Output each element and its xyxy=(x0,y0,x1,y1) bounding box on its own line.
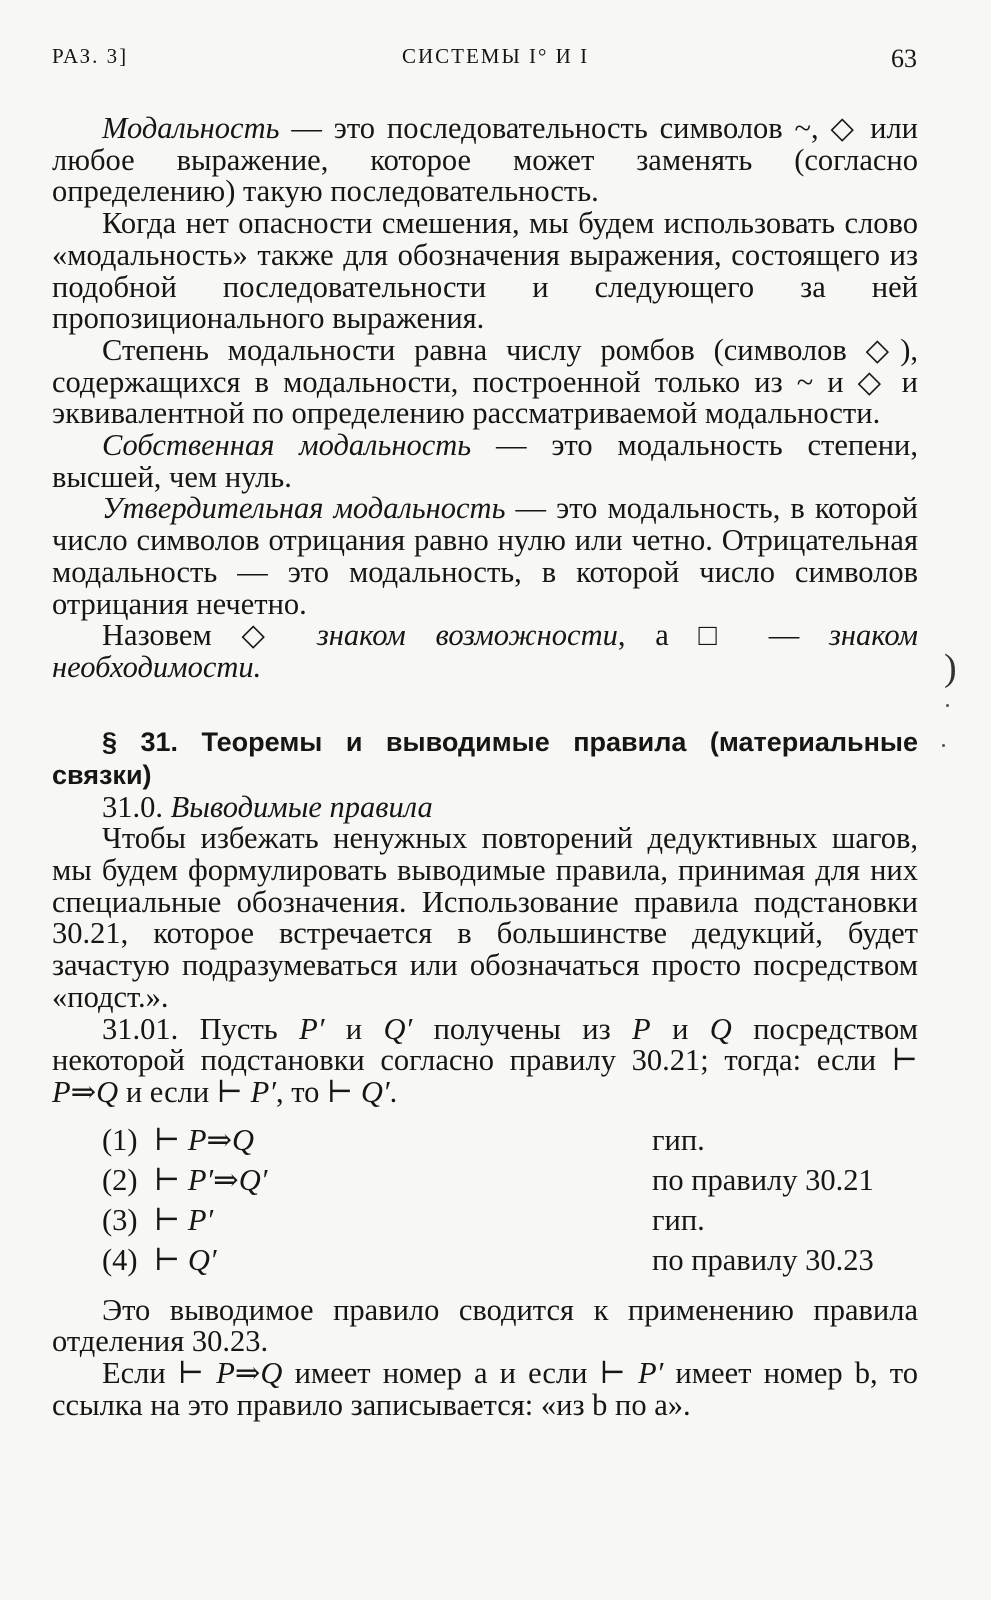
deduction-step xyxy=(102,1241,918,1281)
deduction-step xyxy=(102,1201,918,1241)
deduction-step xyxy=(102,1121,918,1161)
step-formula: ⊢ P⇒Q xyxy=(154,1122,255,1157)
step-number: (1) xyxy=(102,1122,138,1157)
definition-signs: Назовем ◇ знаком возможности, а □ — знаком необходимости. xyxy=(52,618,918,684)
print-speck xyxy=(942,744,945,747)
term: знаком возможности xyxy=(316,618,618,653)
deduction-steps xyxy=(102,1121,918,1281)
subsection-title: 31.0. Выводимые правила xyxy=(102,789,433,824)
print-speck xyxy=(946,704,949,707)
running-head-section: РАЗ. 3] xyxy=(52,44,129,68)
term: Собственная модальность xyxy=(102,428,472,463)
step-formula: ⊢ P′ xyxy=(154,1202,214,1237)
step-justification: гип. xyxy=(652,1202,705,1237)
step-number: (4) xyxy=(102,1242,138,1277)
step-number: (2) xyxy=(102,1162,138,1197)
step-justification: по правилу 30.23 xyxy=(652,1242,874,1277)
term: знаком необходимости. xyxy=(52,618,918,684)
paragraph: Когда нет опасности смешения, мы будем использовать слово «модальность» также для обозначения выражения, состоящего из подобной последовательности и следующего за ней пропозиционального выражения. xyxy=(52,206,918,336)
term: Модальность xyxy=(102,111,280,145)
section-heading: § 31. Теоремы и выводимые правила (материальные связки) xyxy=(52,726,918,790)
definition-proper-modality xyxy=(52,430,918,493)
definition-modality xyxy=(52,113,918,208)
deduction-step xyxy=(102,1161,918,1201)
page-number: 63 xyxy=(891,44,917,73)
definition-text: — это модальность, в которой число символов отрицания равно нулю или четно. Отрицательная модальность — это модальность, в которой число символов отрицания нечетно. xyxy=(52,491,918,621)
margin-mark: ) xyxy=(944,647,957,689)
paragraph: Это выводимое правило сводится к применению правила отделения 30.23. xyxy=(52,1292,918,1359)
paragraph: Степень модальности равна числу ромбов (символов ◇), содержащихся в модальности, построенной только из ~ и ◇ и эквивалентной по определению рассматриваемой модальности. xyxy=(52,332,918,431)
running-head-title: СИСТЕМЫ I° И I xyxy=(401,44,590,68)
step-justification: по правилу 30.21 xyxy=(652,1162,874,1197)
definition-affirmative-modality xyxy=(52,493,918,620)
step-number: (3) xyxy=(102,1202,138,1237)
body-text xyxy=(52,113,918,1422)
step-formula: ⊢ Q′ xyxy=(154,1242,217,1277)
rule-statement: 31.01. Пусть P′ и Q′ получены из P и Q посредством некоторой подстановки согласно правилу 30.21; тогда: если ⊢ P⇒Q и если ⊢ P′, то ⊢ Q′. xyxy=(52,1011,918,1109)
definition-text: — это модальность степени, высшей, чем нуль. xyxy=(52,428,918,494)
step-formula: ⊢ P′⇒Q′ xyxy=(154,1162,268,1197)
step-justification: гип. xyxy=(652,1122,705,1157)
reference-note: Если ⊢ P⇒Q имеет номер a и если ⊢ P′ имеет номер b, то ссылка на это правило записывается: «из b по a». xyxy=(52,1356,918,1422)
term: Утвердительная модальность xyxy=(102,491,506,526)
paragraph: Чтобы избежать ненужных повторений дедуктивных шагов, мы будем формулировать выводимые правила, принимая для них специальные обозначения. Использование правила подстановки 30.21, которое встречается в большинстве дедукций, будет зачастую подразумеваться или обозначаться просто посредством «подст.». xyxy=(52,821,918,1014)
definition-text: — это последовательность символов ~, ◇ или любое выражение, которое может заменять (согласно определению) такую последовательность. xyxy=(52,111,918,209)
